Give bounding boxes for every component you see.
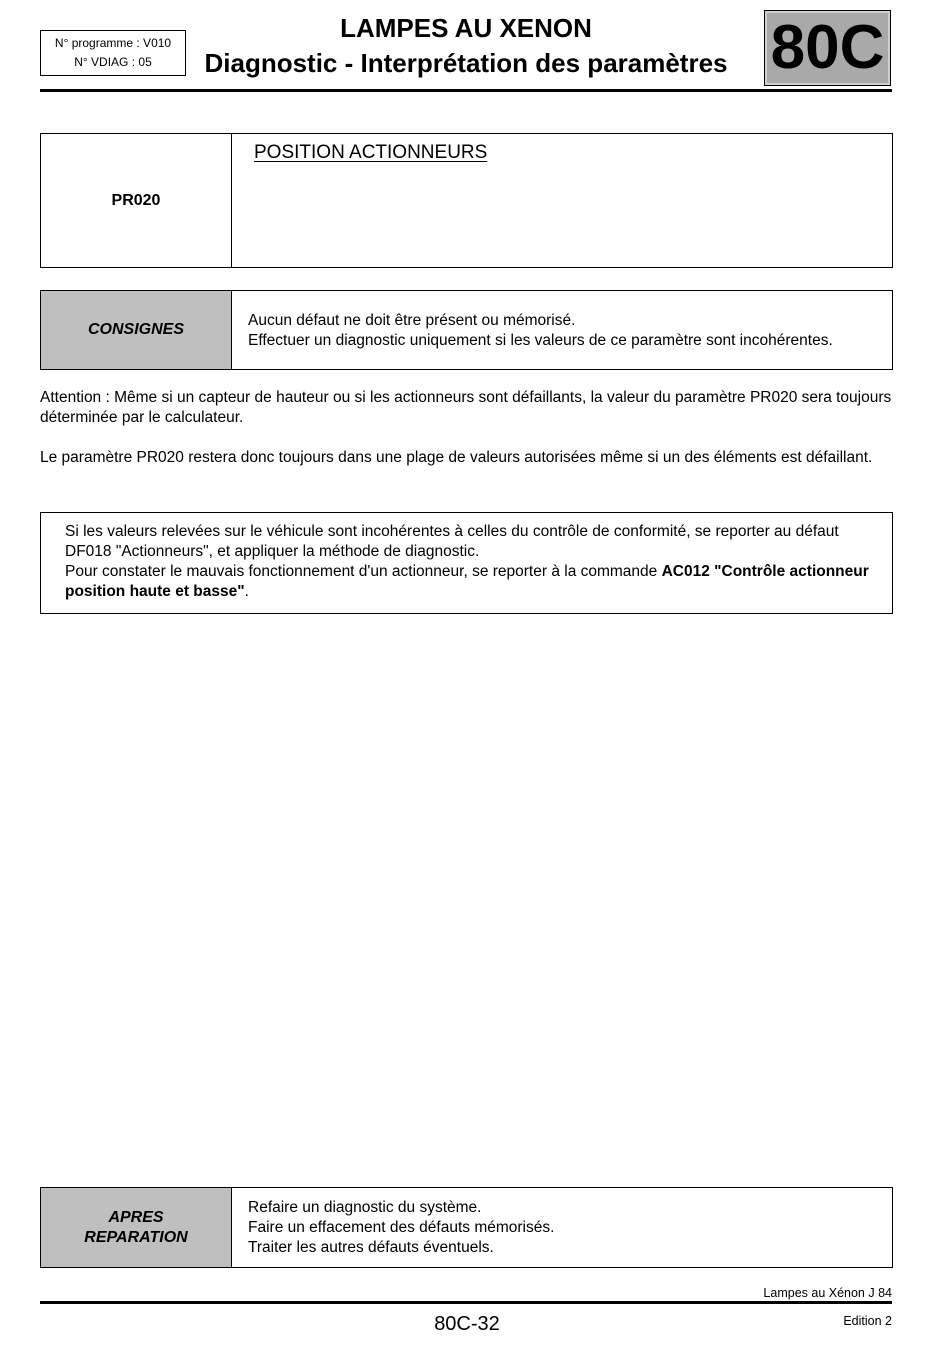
parameter-code: PR020 xyxy=(41,134,232,267)
attention-paragraph: Attention : Même si un capteur de hauteur ou si les actionneurs sont défaillants, la valeur du paramètre PR020 sera toujours déterminée par le calculateur. xyxy=(40,389,892,426)
apres-line: Refaire un diagnostic du système. xyxy=(248,1199,482,1216)
page-number: 80C-32 xyxy=(434,1313,500,1335)
vdiag-number: N° VDIAG : 05 xyxy=(74,55,152,69)
diagnostic-note-box xyxy=(40,512,893,614)
edition-label: Edition 2 xyxy=(843,1314,892,1328)
parameter-name: POSITION ACTIONNEURS xyxy=(254,142,488,163)
consignes-content xyxy=(232,291,892,369)
apres-reparation-label xyxy=(41,1188,232,1267)
note-text: . xyxy=(244,583,249,600)
command-reference: AC012 "Contrôle actionneur position haute et basse" xyxy=(65,563,869,600)
consignes-line: Aucun défaut ne doit être présent ou mémorisé. xyxy=(248,312,576,329)
programme-info-box xyxy=(40,30,186,76)
note-text: Pour constater le mauvais fonctionnement d'un actionneur, se reporter à la commande xyxy=(65,563,662,580)
page-subtitle: Diagnostic - Interprétation des paramètres xyxy=(204,48,728,78)
apres-label-line: REPARATION xyxy=(84,1228,188,1246)
consignes-label: CONSIGNES xyxy=(41,291,232,369)
footer-document-reference: Lampes au Xénon J 84 xyxy=(763,1286,892,1300)
parameter-table xyxy=(40,133,893,268)
apres-reparation-content xyxy=(232,1188,892,1267)
note-line: Si les valeurs relevées sur le véhicule sont incohérentes à celles du contrôle de conformité, se reporter au défaut DF018 "Actionneurs", et appliquer la méthode de diagnostic. xyxy=(65,523,839,560)
page-title: LAMPES AU XENON xyxy=(340,13,592,43)
section-code-badge: 80C xyxy=(764,10,891,86)
apres-label-line: APRES xyxy=(108,1208,164,1226)
apres-line: Faire un effacement des défauts mémorisés. xyxy=(248,1219,555,1236)
footer-divider xyxy=(40,1301,892,1304)
consignes-table xyxy=(40,290,893,370)
parameter-name-cell xyxy=(232,134,892,267)
apres-line: Traiter les autres défauts éventuels. xyxy=(248,1239,494,1256)
programme-number: N° programme : V010 xyxy=(54,36,172,50)
consignes-line: Effectuer un diagnostic uniquement si les valeurs de ce paramètre sont incohérentes. xyxy=(248,332,833,349)
apres-reparation-table xyxy=(40,1187,893,1268)
header-divider xyxy=(40,89,892,92)
note-line xyxy=(65,562,872,602)
range-paragraph: Le paramètre PR020 restera donc toujours dans une plage de valeurs autorisées même si un des éléments est défaillant. xyxy=(40,449,873,466)
